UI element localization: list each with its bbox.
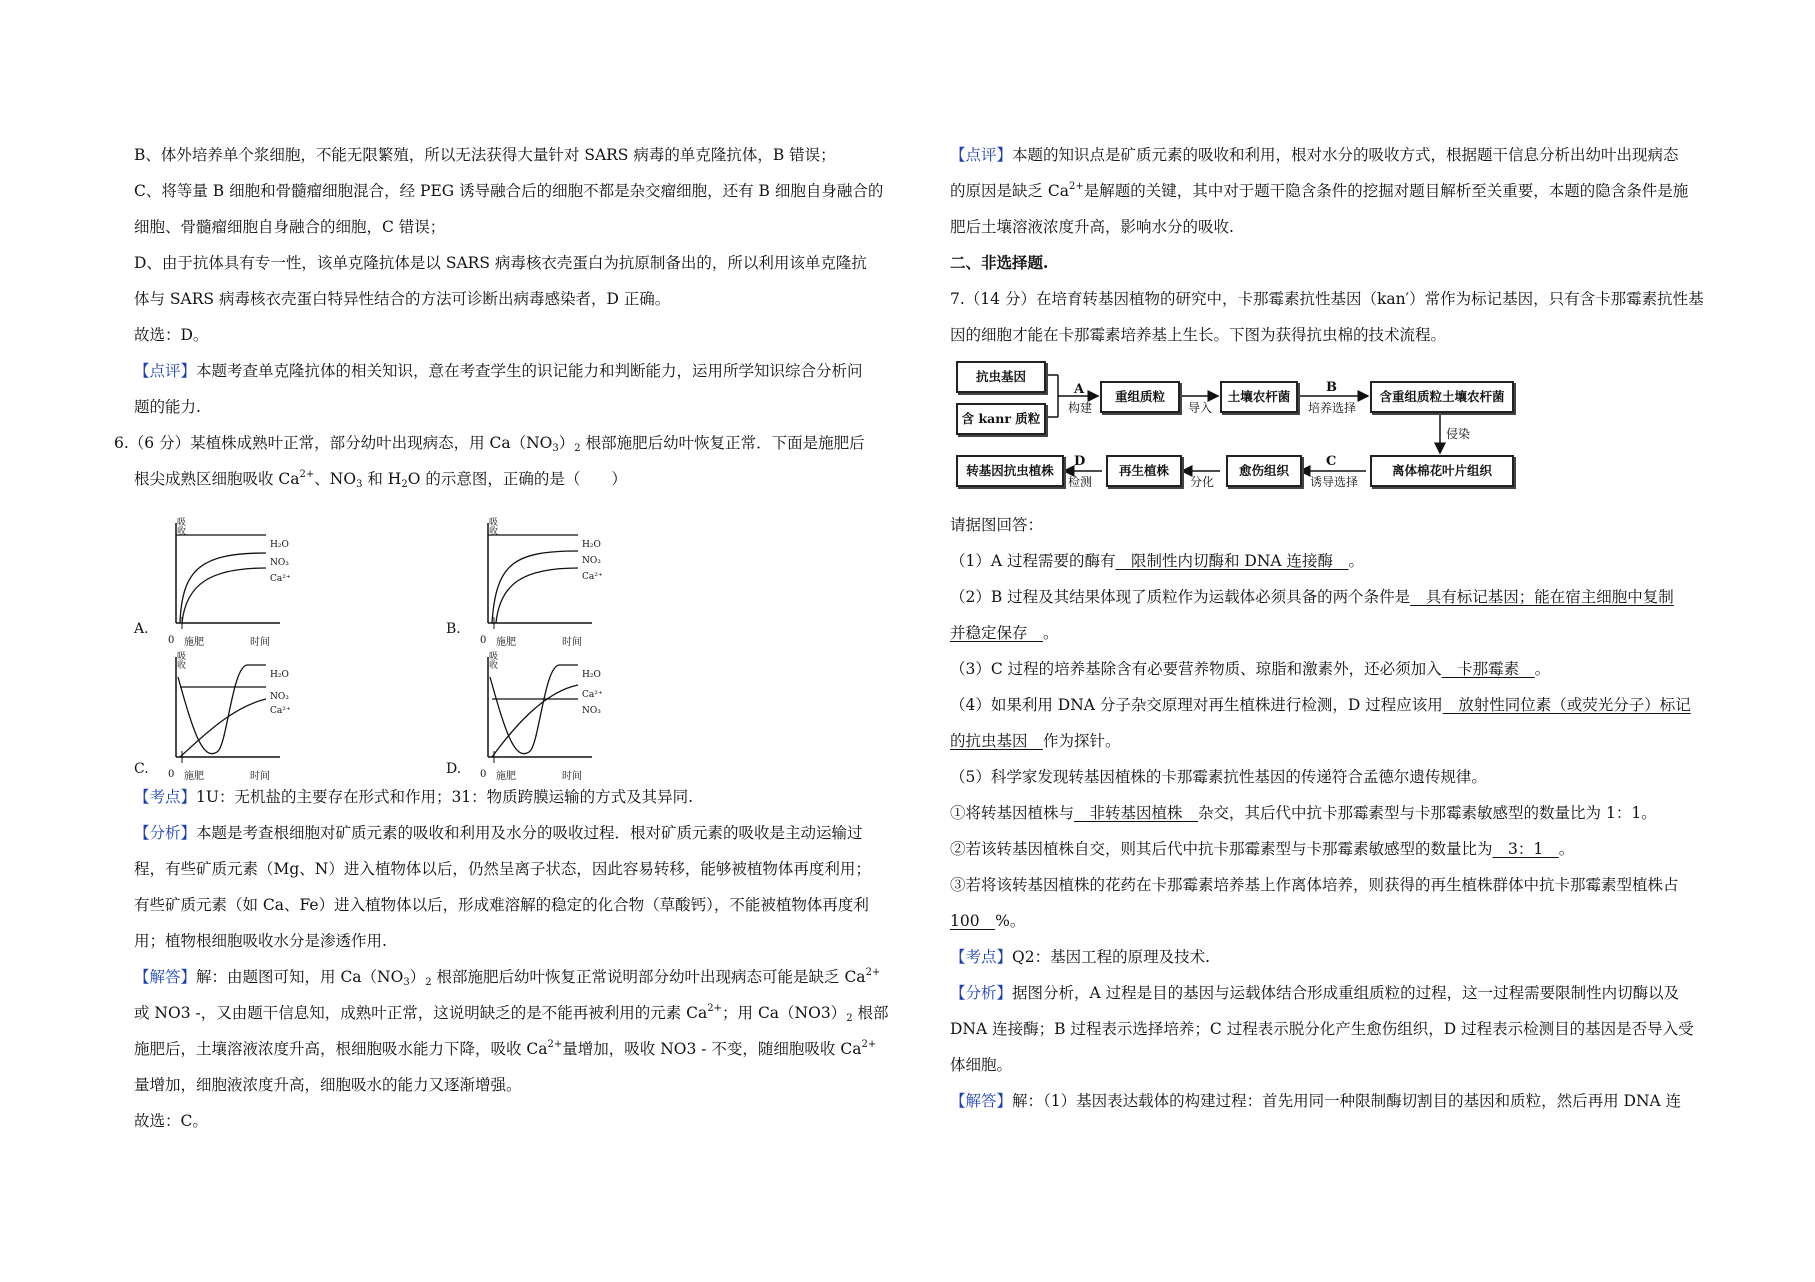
answer-graphs: [134, 497, 898, 782]
left-column: [114, 137, 898, 1139]
comment-tag: 【点评】: [134, 362, 197, 380]
analysis-line1: 【分析】据图分析，A 过程是目的基因与运载体结合形成重组质粒的过程，这一过程需要限制性内切酶以及: [950, 984, 1680, 1002]
answer-2-line2: 并稳定保存 。: [950, 624, 1059, 642]
answer-4-line2: 的抗虫基因 作为探针。: [950, 732, 1121, 750]
analysis-line2: DNA 连接酶；B 过程表示选择培养；C 过程表示脱分化产生愈伤组织，D 过程表示检测目的基因是否导入受: [950, 1020, 1694, 1038]
answer-choice-2: 故选：C。: [134, 1112, 208, 1130]
question-6-line1: 6.（6 分）某植株成熟叶正常，部分幼叶出现病态，用 $Ca(NO_3)_2$ 根部施肥后幼叶恢复正常．下面是施肥后: [114, 434, 865, 454]
step-a-desc: 构建: [1068, 401, 1093, 415]
answer-choice: 故选：D。: [134, 326, 209, 344]
prompt-line: 请据图回答：: [950, 516, 1044, 534]
analysis-line1: 【分析】本题是考查根细胞对矿质元素的吸收和利用及水分的吸收过程．根对矿质元素的吸收是主动运输过: [134, 824, 863, 842]
no3-label: NO₃: [270, 558, 289, 568]
x-axis-label: 时间: [562, 637, 582, 648]
analysis-line4: 用；植物根细胞吸收水分是渗透作用.: [134, 932, 387, 950]
step-b-desc: 培养选择: [1308, 401, 1357, 415]
analysis-line2: 程，有些矿质元素（Mg、N）进入植物体以后，仍然呈离子状态，因此容易转移，能够被植物体再度利用；: [134, 860, 871, 878]
option-c-line2: 细胞、骨髓瘤细胞自身融合的细胞，C 错误；: [134, 218, 446, 236]
insect-resistance-gene-box: 抗虫基因: [956, 361, 1046, 393]
comment-line3: 肥后土壤溶液浓度升高，影响水分的吸收.: [950, 218, 1234, 236]
fertilize-label: 施肥: [184, 637, 204, 648]
knowledge-tag: 【考点】: [134, 788, 197, 806]
option-d-line1: D、由于抗体具有专一性，该单克隆抗体是以 SARS 病毒核衣壳蛋白为抗原制备出的，所以利用该单克隆抗: [134, 254, 867, 272]
y-axis-label: 吸收: [487, 651, 497, 669]
option-d-line2: 体与 SARS 病毒核衣壳蛋白特异性结合的方法可诊断出病毒感染者，D 正确。: [134, 290, 671, 308]
x-axis-label: 时间: [250, 771, 270, 782]
origin-label: 0: [480, 769, 487, 780]
comment-line2: 的原因是缺乏 $Ca^{2+}$是解题的关键，其中对于题干隐含条件的挖掘对题目解析至关重要，本题的隐含条件是施: [950, 181, 1689, 200]
transgenic-plant-box: 转基因抗虫植株: [956, 455, 1064, 487]
flow-diagram: [950, 357, 1713, 507]
no3-label: NO₃: [582, 706, 601, 716]
option-a-label: A.: [134, 621, 149, 637]
comment-line2: 题的能力.: [134, 398, 201, 416]
analysis-tag: 【分析】: [134, 824, 197, 842]
origin-label: 0: [168, 769, 175, 780]
section-heading: 二、非选择题.: [950, 253, 1049, 272]
graph-a: [162, 513, 322, 648]
origin-label: 0: [480, 635, 487, 646]
origin-label: 0: [168, 635, 175, 646]
step-c-label: C: [1326, 454, 1337, 469]
fertilize-label: 施肥: [496, 771, 516, 782]
answer-2-blank-cont: 并稳定保存: [950, 624, 1044, 642]
x-axis-label: 时间: [250, 637, 270, 648]
option-b-explanation: B、体外培养单个浆细胞，不能无限繁殖，所以无法获得大量针对 SARS 病毒的单克隆抗体，B 错误；: [134, 146, 836, 164]
solution-line3: 施肥后，土壤溶液浓度升高，根细胞吸水能力下降，吸收 $Ca^{2+}$量增加，吸收 NO3 - 不变，随细胞吸收 $Ca^{2+}$: [134, 1039, 877, 1058]
step-a-label: A: [1074, 382, 1085, 397]
step-d-label: D: [1074, 454, 1086, 469]
solution-tag: 【解答】: [950, 1092, 1013, 1110]
option-c-line1: C、将等量 B 细胞和骨髓瘤细胞混合，经 PEG 诱导融合后的细胞不都是杂交瘤细胞，还有 B 细胞自身融合的: [134, 182, 884, 200]
kanr-plasmid-box: 含 kanr 质粒: [956, 403, 1046, 435]
y-axis-label: 吸收: [175, 517, 185, 535]
option-d-label: D.: [446, 761, 462, 777]
agrobacterium-box: 土壤农杆菌: [1220, 381, 1298, 413]
step-c-desc: 诱导选择: [1310, 475, 1359, 489]
y-axis-label: 吸收: [487, 517, 497, 535]
solution-tag: 【解答】: [134, 968, 197, 986]
step-b-label: B: [1326, 380, 1337, 395]
answer-3: （3）C 过程的培养基除含有必要营养物质、琼脂和激素外，还必须加入 卡那霉素 。: [950, 660, 1551, 678]
right-column: [950, 137, 1713, 1119]
comment-line1: 【点评】本题考查单克隆抗体的相关知识，意在考查学生的识记能力和判断能力，运用所学知识综合分析问: [134, 362, 863, 380]
question-6-line2: 根尖成熟区细胞吸收 $Ca^{2+}$、$NO_3$ 和 $H_2O$ 的示意图，正确的是（ ）: [134, 469, 627, 490]
answer-5-1: ①将转基因植株与 非转基因植株 杂交，其后代中抗卡那霉素型与卡那霉素敏感型的数量比为 1：1。: [950, 804, 1657, 822]
option-b-label: B.: [446, 621, 461, 637]
answer-2-blank: 具有标记基因；能在宿主细胞中复制: [1410, 588, 1674, 606]
ca-label: Ca²⁺: [270, 574, 291, 584]
step-d-desc: 检测: [1068, 475, 1093, 489]
answer-4-line1: （4）如果利用 DNA 分子杂交原理对再生植株进行检测，D 过程应该用 放射性同位素（或荧光分子）标记: [950, 696, 1691, 714]
fertilize-label: 施肥: [184, 771, 204, 782]
solution-line1: 【解答】解：（1）基因表达载体的构建过程：首先用同一种限制酶切割目的基因和质粒，然后再用 DNA 连: [950, 1092, 1682, 1110]
cotton-leaf-tissue-box: 离体棉花叶片组织: [1370, 455, 1514, 487]
answer-4-blank-cont: 的抗虫基因: [950, 732, 1044, 750]
ca-label: Ca²⁺: [582, 690, 603, 700]
h2o-label: H₂O: [582, 540, 601, 550]
question-7-line2: 因的细胞才能在卡那霉素培养基上生长。下图为获得抗虫棉的技术流程。: [950, 326, 1447, 344]
answer-5-2-blank: 3：1: [1492, 840, 1559, 858]
differentiation-label: 分化: [1190, 475, 1215, 489]
h2o-label: H₂O: [270, 670, 289, 680]
answer-1: （1）A 过程需要的酶有 限制性内切酶和 DNA 连接酶 。: [950, 552, 1365, 570]
question-7-line1: 7.（14 分）在培育转基因植物的研究中，卡那霉素抗性基因（kan′）常作为标记基因，只有含卡那霉素抗性基: [950, 290, 1704, 308]
solution-line2: 或 NO3 -，又由题干信息知，成熟叶正常，这说明缺乏的是不能再被利用的元素 $Ca^{2+}$；用 $Ca(NO3)_2$ 根部: [134, 1003, 889, 1024]
recombinant-plasmid-box: 重组质粒: [1100, 381, 1180, 413]
answer-2-line1: （2）B 过程及其结果体现了质粒作为运载体必须具备的两个条件是 具有标记基因；能在宿主细胞中复制: [950, 588, 1674, 606]
recombinant-agrobacterium-box: 含重组质粒土壤农杆菌: [1370, 381, 1514, 413]
option-c-label: C.: [134, 761, 149, 777]
answer-3-blank: 卡那霉素: [1441, 660, 1535, 678]
solution-line4: 量增加，细胞液浓度升高，细胞吸水的能力又逐渐增强。: [134, 1076, 522, 1094]
infection-label: 侵染: [1446, 427, 1471, 441]
comment-line1: 【点评】本题的知识点是矿质元素的吸收和利用，根对水分的吸收方式，根据题干信息分析出幼叶出现病态: [950, 146, 1679, 164]
answer-5-3-blank: 100: [950, 912, 996, 930]
graph-d: [474, 647, 634, 782]
graph-c: [162, 647, 322, 782]
knowledge-point: 【考点】Q2：基因工程的原理及技术.: [950, 948, 1211, 966]
graph-b: [474, 513, 634, 648]
knowledge-point: 【考点】1U：无机盐的主要存在形式和作用；31：物质跨膜运输的方式及其异同.: [134, 788, 694, 806]
answer-4-blank: 放射性同位素（或荧光分子）标记: [1442, 696, 1691, 714]
h2o-label: H₂O: [582, 670, 601, 680]
answer-5-2: ②若该转基因植株自交，则其后代中抗卡那霉素型与卡那霉素敏感型的数量比为 3：1 。: [950, 840, 1575, 858]
x-axis-label: 时间: [562, 771, 582, 782]
answer-5-3-line2: 100 %。: [950, 912, 1026, 930]
no3-label: NO₃: [270, 692, 289, 702]
analysis-tag: 【分析】: [950, 984, 1013, 1002]
regenerated-plant-box: 再生植株: [1106, 455, 1182, 487]
callus-box: 愈伤组织: [1226, 455, 1302, 487]
analysis-line3: 有些矿质元素（如 Ca、Fe）进入植物体以后，形成难溶解的稳定的化合物（草酸钙），不能被植物体再度利: [134, 896, 869, 914]
answer-5-3-line1: ③若将该转基因植株的花药在卡那霉素培养基上作离体培养，则获得的再生植株群体中抗卡那霉素型植株占: [950, 876, 1679, 894]
analysis-line3: 体细胞。: [950, 1056, 1013, 1074]
comment-tag: 【点评】: [950, 146, 1013, 164]
y-axis-label: 吸收: [175, 651, 185, 669]
answer-5-1-blank: 非转基因植株: [1074, 804, 1199, 822]
ca-label: Ca²⁺: [582, 572, 603, 582]
knowledge-tag: 【考点】: [950, 948, 1013, 966]
fertilize-label: 施肥: [496, 637, 516, 648]
answer-5: （5）科学家发现转基因植株的卡那霉素抗性基因的传递符合孟德尔遗传规律。: [950, 768, 1487, 786]
solution-line1: 【解答】解：由题图可知，用 $Ca(NO_3)_2$ 根部施肥后幼叶恢复正常说明部分幼叶出现病态可能是缺乏 $Ca^{2+}$: [134, 967, 881, 988]
no3-label: NO₃: [582, 556, 601, 566]
answer-1-blank: 限制性内切酶和 DNA 连接酶: [1115, 552, 1349, 570]
import-label: 导入: [1188, 401, 1213, 415]
ca-label: Ca²⁺: [270, 706, 291, 716]
h2o-label: H₂O: [270, 540, 289, 550]
